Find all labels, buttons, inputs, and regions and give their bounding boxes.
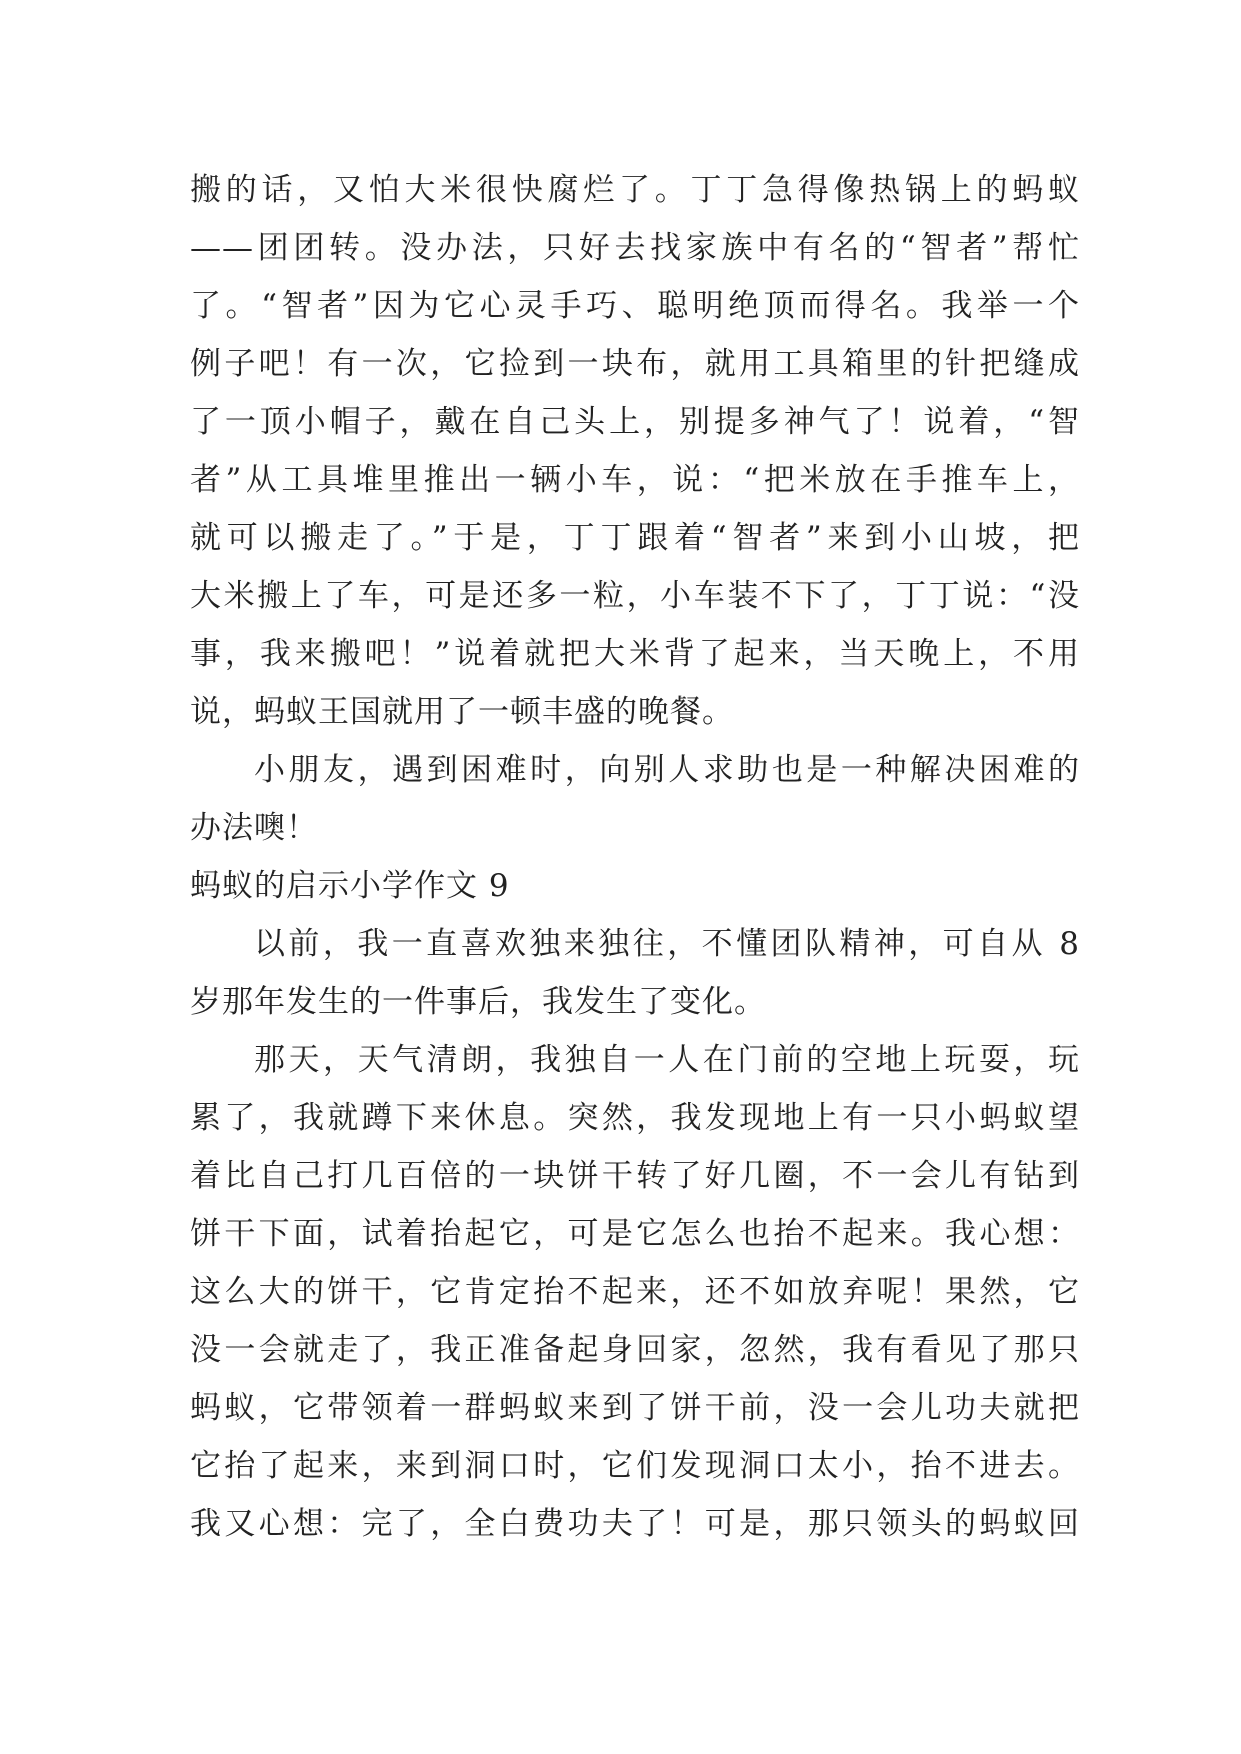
text-line: 着比自己打几百倍的一块饼干转了好几圈，不一会儿有钻到: [190, 1158, 1080, 1194]
text-line: 没一会就走了，我正准备起身回家，忽然，我有看见了那只: [190, 1332, 1080, 1368]
text-line: 者”从工具堆里推出一辆小车，说：“把米放在手推车上，: [190, 462, 1080, 498]
text-line: 了一顶小帽子，戴在自己头上，别提多神气了！说着，“智: [190, 404, 1080, 440]
text-line: 说，蚂蚁王国就用了一顿丰盛的晚餐。: [190, 694, 734, 730]
text-line: 小朋友，遇到困难时，向别人求助也是一种解决困难的: [254, 752, 1080, 788]
text-line: 了。“智者”因为它心灵手巧、聪明绝顶而得名。我举一个: [190, 288, 1080, 324]
text-line: 大米搬上了车，可是还多一粒，小车装不下了，丁丁说：“没: [190, 578, 1080, 614]
text-line: 岁那年发生的一件事后，我发生了变化。: [190, 984, 766, 1020]
text-line: 累了，我就蹲下来休息。突然，我发现地上有一只小蚂蚁望: [190, 1100, 1080, 1136]
text-line: 饼干下面，试着抬起它，可是它怎么也抬不起来。我心想：: [190, 1216, 1080, 1252]
text-line: 搬的话，又怕大米很快腐烂了。丁丁急得像热锅上的蚂蚁: [190, 172, 1080, 208]
text-line: ——团团转。没办法，只好去找家族中有名的“智者”帮忙: [190, 230, 1080, 266]
text-line: 就可以搬走了。”于是，丁丁跟着“智者”来到小山坡，把: [190, 520, 1080, 556]
text-line: 那天，天气清朗，我独自一人在门前的空地上玩耍，玩: [254, 1042, 1080, 1078]
text-line: 这么大的饼干，它肯定抬不起来，还不如放弃呢！果然，它: [190, 1274, 1080, 1310]
text-line: 例子吧！有一次，它捡到一块布，就用工具箱里的针把缝成: [190, 346, 1080, 382]
text-line: 以前，我一直喜欢独来独往，不懂团队精神，可自从 8: [254, 926, 1080, 962]
section-heading: 蚂蚁的启示小学作文 9: [190, 868, 510, 904]
text-line: 办法噢！: [190, 810, 318, 846]
text-line: 它抬了起来，来到洞口时，它们发现洞口太小，抬不进去。: [190, 1448, 1080, 1484]
text-line: 蚂蚁，它带领着一群蚂蚁来到了饼干前，没一会儿功夫就把: [190, 1390, 1080, 1426]
text-line: 我又心想：完了，全白费功夫了！可是，那只领头的蚂蚁回: [190, 1506, 1080, 1542]
text-line: 事，我来搬吧！”说着就把大米背了起来，当天晚上，不用: [190, 636, 1080, 672]
